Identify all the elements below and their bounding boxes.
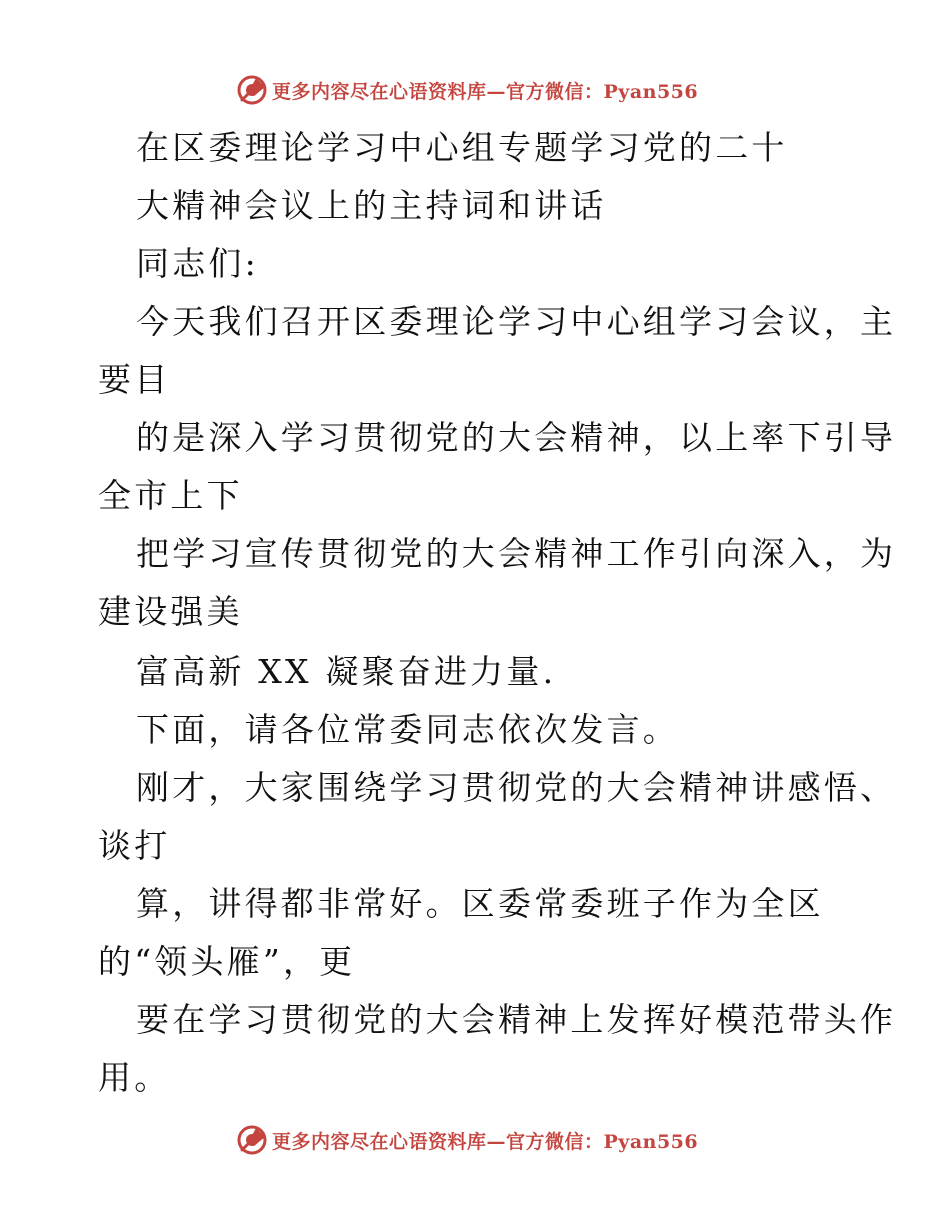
watermark-banner-bottom (236, 1123, 698, 1157)
watermark-banner-top (236, 73, 698, 107)
paragraph-line: 建设强美 (98, 592, 243, 631)
paragraph-line: 算，讲得都非常好。区委常委班子作为全区 (136, 884, 824, 923)
pen-logo-icon (236, 74, 268, 106)
paragraph-line: 全市上下 (98, 476, 243, 515)
salutation: 同志们: (136, 244, 259, 283)
paragraph-line: 刚才，大家围绕学习贯彻党的大会精神讲感悟、 (136, 768, 897, 807)
document-title-line-2: 大精神会议上的主持词和讲话 (136, 186, 607, 225)
watermark-text: 更多内容尽在心语资料库—官方微信：Pyan556 (272, 1130, 699, 1153)
paragraph-line: 要在学习贯彻党的大会精神上发挥好模范带头作 (136, 1000, 897, 1039)
paragraph-line: 富高新 XX 凝聚奋进力量. (136, 652, 557, 691)
watermark-text: 更多内容尽在心语资料库—官方微信：Pyan556 (272, 80, 699, 103)
paragraph-line: 要目 (98, 360, 171, 399)
paragraph-line: 今天我们召开区委理论学习中心组学习会议，主 (136, 302, 897, 341)
pen-logo-icon (236, 1124, 268, 1156)
document-title-line-1: 在区委理论学习中心组专题学习党的二十 (136, 128, 788, 167)
paragraph-line: 用。 (98, 1058, 171, 1097)
paragraph-line: 的“领头雁”，更 (98, 942, 356, 981)
paragraph-line: 下面，请各位常委同志依次发言。 (136, 710, 679, 749)
paragraph-line: 把学习宣传贯彻党的大会精神工作引向深入，为 (136, 534, 897, 573)
paragraph-line: 谈打 (98, 826, 171, 865)
paragraph-line: 的是深入学习贯彻党的大会精神，以上率下引导 (136, 418, 897, 457)
